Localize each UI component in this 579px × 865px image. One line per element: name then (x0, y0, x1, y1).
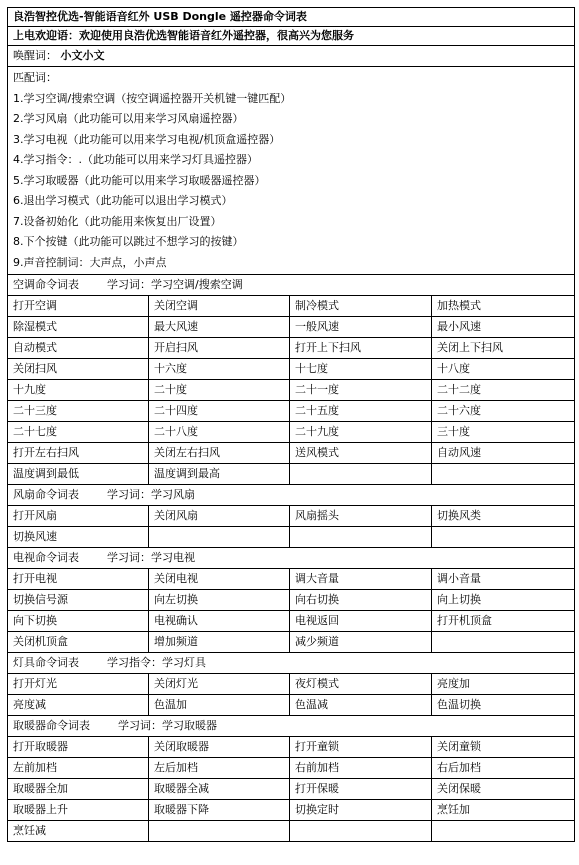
section-title: 电视命令词表 (13, 551, 79, 564)
table-row (8, 695, 575, 716)
wake-word-row (8, 46, 575, 67)
table-row (8, 569, 575, 590)
command-cell: 取暖器上升 (8, 800, 149, 821)
command-cell: 关闭电视 (149, 569, 290, 590)
table-row (8, 401, 575, 422)
command-cell: 右前加档 (290, 758, 432, 779)
command-cell (290, 821, 432, 842)
command-cell: 自动风速 (432, 443, 575, 464)
section-title: 取暖器命令词表 (13, 719, 90, 732)
command-cell: 切换风速 (8, 527, 149, 548)
section-learn-word: 学习词：学习取暖器 (118, 719, 217, 732)
table-row (8, 758, 575, 779)
command-cell: 右后加档 (432, 758, 575, 779)
match-item: 6.退出学习模式（此功能可以退出学习模式） (13, 194, 233, 207)
table-row (8, 674, 575, 695)
match-words-block (8, 67, 575, 275)
command-cell: 切换风类 (432, 506, 575, 527)
table-row (8, 422, 575, 443)
section-title: 灯具命令词表 (13, 656, 79, 669)
command-cell: 自动模式 (8, 338, 149, 359)
section-title: 风扇命令词表 (13, 488, 79, 501)
command-cell: 调大音量 (290, 569, 432, 590)
command-cell: 关闭取暖器 (149, 737, 290, 758)
match-item: 2.学习风扇（此功能可以用来学习风扇遥控器） (13, 112, 244, 125)
command-cell: 关闭空调 (149, 296, 290, 317)
table-row (8, 296, 575, 317)
command-cell: 向左切换 (149, 590, 290, 611)
command-cell: 左前加档 (8, 758, 149, 779)
table-row (8, 590, 575, 611)
command-cell: 二十二度 (432, 380, 575, 401)
command-cell: 最小风速 (432, 317, 575, 338)
match-item: 1.学习空调/搜索空调（按空调遥控器开关机键一键匹配） (13, 91, 292, 105)
command-cell: 增加频道 (149, 632, 290, 653)
match-item: 3.学习电视（此功能可以用来学习电视/机顶盒遥控器） (13, 132, 281, 146)
table-row (8, 821, 575, 842)
command-cell: 二十度 (149, 380, 290, 401)
table-row (8, 464, 575, 485)
command-cell: 色温切换 (432, 695, 575, 716)
section-header-light (8, 653, 575, 674)
command-cell: 亮度减 (8, 695, 149, 716)
command-cell (149, 821, 290, 842)
command-cell: 二十四度 (149, 401, 290, 422)
table-row (8, 800, 575, 821)
command-cell: 关闭保暖 (432, 779, 575, 800)
command-cell: 打开取暖器 (8, 737, 149, 758)
command-cell: 取暖器全减 (149, 779, 290, 800)
command-cell: 二十七度 (8, 422, 149, 443)
section-header-ac (8, 275, 575, 296)
command-cell: 关闭扫风 (8, 359, 149, 380)
command-cell: 开启扫风 (149, 338, 290, 359)
command-cell: 二十八度 (149, 422, 290, 443)
section-header-heater (8, 716, 575, 737)
command-cell: 关闭童锁 (432, 737, 575, 758)
table-row (8, 317, 575, 338)
command-cell: 亮度加 (432, 674, 575, 695)
command-cell: 打开灯光 (8, 674, 149, 695)
command-cell (432, 632, 575, 653)
command-cell (432, 821, 575, 842)
command-cell: 十八度 (432, 359, 575, 380)
command-cell: 关闭灯光 (149, 674, 290, 695)
command-cell: 打开空调 (8, 296, 149, 317)
command-cell: 除湿模式 (8, 317, 149, 338)
section-learn-word: 学习词：学习空调/搜索空调 (107, 278, 243, 291)
command-table (7, 7, 575, 842)
command-cell: 打开左右扫风 (8, 443, 149, 464)
command-cell: 烹饪减 (8, 821, 149, 842)
command-cell: 色温加 (149, 695, 290, 716)
section-learn-word: 学习词：学习电视 (107, 551, 195, 564)
doc-title: 良浩智控优选-智能语音红外 USB Dongle 遥控器命令词表 (8, 8, 575, 27)
command-cell: 三十度 (432, 422, 575, 443)
command-cell: 二十三度 (8, 401, 149, 422)
command-cell: 切换信号源 (8, 590, 149, 611)
command-cell: 向右切换 (290, 590, 432, 611)
section-title: 空调命令词表 (13, 278, 79, 291)
command-cell: 向下切换 (8, 611, 149, 632)
command-cell: 二十九度 (290, 422, 432, 443)
command-cell: 取暖器下降 (149, 800, 290, 821)
command-cell: 打开机顶盒 (432, 611, 575, 632)
table-row (8, 737, 575, 758)
table-row (8, 338, 575, 359)
section-header-fan (8, 485, 575, 506)
command-cell: 取暖器全加 (8, 779, 149, 800)
command-cell: 向上切换 (432, 590, 575, 611)
command-cell: 十九度 (8, 380, 149, 401)
command-cell: 十六度 (149, 359, 290, 380)
match-words-title: 匹配词： (13, 71, 57, 84)
command-cell: 左后加档 (149, 758, 290, 779)
command-cell: 关闭机顶盒 (8, 632, 149, 653)
table-row (8, 380, 575, 401)
command-cell: 调小音量 (432, 569, 575, 590)
command-cell: 夜灯模式 (290, 674, 432, 695)
command-cell: 打开童锁 (290, 737, 432, 758)
section-header-tv (8, 548, 575, 569)
command-cell: 色温减 (290, 695, 432, 716)
power-on-greeting: 上电欢迎语：欢迎使用良浩优选智能语音红外遥控器，很高兴为您服务 (8, 27, 575, 46)
command-cell: 打开上下扫风 (290, 338, 432, 359)
command-cell: 二十六度 (432, 401, 575, 422)
match-item: 7.设备初始化（此功能用来恢复出厂设置） (13, 214, 222, 228)
command-cell: 切换定时 (290, 800, 432, 821)
match-item: 4.学习指令：.（此功能可以用来学习灯具遥控器） (13, 153, 258, 166)
command-cell (149, 527, 290, 548)
table-row (8, 611, 575, 632)
command-cell (290, 527, 432, 548)
table-row (8, 443, 575, 464)
command-cell: 最大风速 (149, 317, 290, 338)
command-cell: 温度调到最低 (8, 464, 149, 485)
command-cell: 风扇摇头 (290, 506, 432, 527)
command-cell: 打开电视 (8, 569, 149, 590)
command-cell (432, 527, 575, 548)
command-cell: 十七度 (290, 359, 432, 380)
table-row (8, 632, 575, 653)
match-item: 8.下个按键（此功能可以跳过不想学习的按键） (13, 235, 244, 248)
wake-word: 小文小文 (60, 49, 105, 62)
command-cell: 加热模式 (432, 296, 575, 317)
command-cell (290, 464, 432, 485)
command-cell: 打开风扇 (8, 506, 149, 527)
command-cell: 二十一度 (290, 380, 432, 401)
match-item: 5.学习取暖器（此功能可以用来学习取暖器遥控器） (13, 173, 266, 187)
command-cell (432, 464, 575, 485)
command-cell: 送风模式 (290, 443, 432, 464)
command-cell: 关闭上下扫风 (432, 338, 575, 359)
command-cell: 制冷模式 (290, 296, 432, 317)
command-cell: 关闭风扇 (149, 506, 290, 527)
table-row (8, 779, 575, 800)
command-cell: 电视返回 (290, 611, 432, 632)
command-cell: 烹饪加 (432, 800, 575, 821)
table-row (8, 359, 575, 380)
command-cell: 电视确认 (149, 611, 290, 632)
table-row (8, 506, 575, 527)
command-cell: 温度调到最高 (149, 464, 290, 485)
command-cell: 减少频道 (290, 632, 432, 653)
command-cell: 一般风速 (290, 317, 432, 338)
command-cell: 打开保暖 (290, 779, 432, 800)
match-item: 9.声音控制词：大声点，小声点 (13, 255, 167, 269)
section-learn-word: 学习词：学习风扇 (107, 488, 195, 501)
wake-word-label: 唤醒词： (13, 49, 57, 62)
section-learn-word: 学习指令：学习灯具 (107, 656, 206, 669)
table-row (8, 527, 575, 548)
command-cell: 二十五度 (290, 401, 432, 422)
command-cell: 关闭左右扫风 (149, 443, 290, 464)
